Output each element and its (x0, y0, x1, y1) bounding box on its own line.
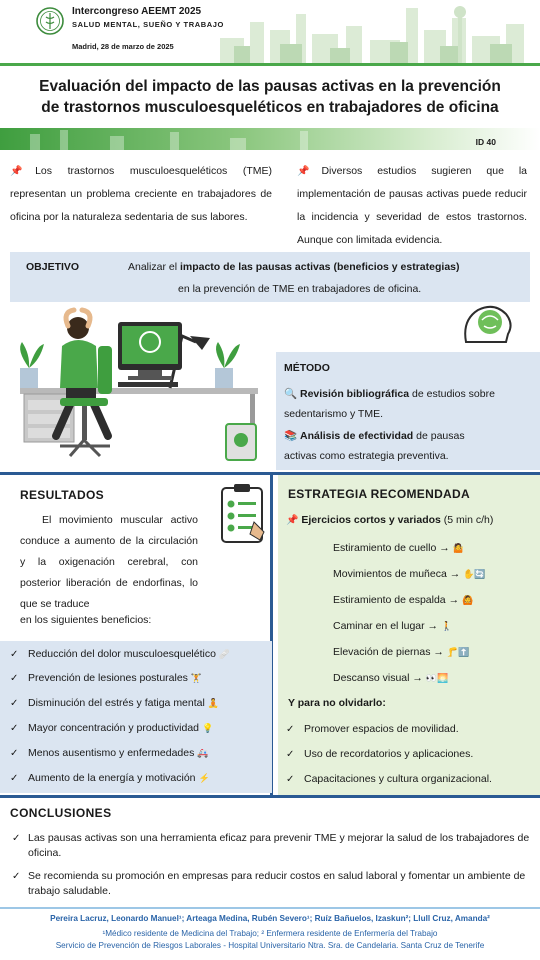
results-text: El movimiento muscular activo conduce a aumento de la circulación y la oxigenación cerebral, con posterior liberación de endorfinas, lo que se traduce (20, 514, 198, 610)
intro-right (297, 160, 527, 252)
reminder-text: Promover espacios de movilidad. (304, 723, 459, 735)
intro-left (10, 160, 272, 229)
walking-icon: 🚶 (440, 621, 453, 631)
exercise-item (333, 620, 452, 632)
method-title: MÉTODO (284, 362, 330, 374)
conclusions-title: CONCLUSIONES (10, 806, 112, 820)
benefit-item (10, 697, 219, 709)
conclusion-text: Las pausas activas son una herramienta eficaz para prevenir TME y mejorar la salud de los trabajadores de oficina. (28, 832, 530, 859)
reminder-item (286, 748, 473, 760)
results-title: RESULTADOS (20, 488, 104, 502)
method-item-1-bold: Revisión bibliográfica (300, 388, 410, 400)
benefit-item (10, 672, 202, 684)
exercise-item (333, 594, 473, 606)
meditation-icon: 🧘 (207, 698, 219, 708)
conclusion-item (12, 831, 534, 861)
reminder-title: Y para no olvidarlo: (288, 697, 386, 709)
aeemt-logo-icon (36, 7, 64, 35)
exercise-text: Caminar en el lugar → (333, 620, 439, 632)
hand-rotate-icon: ✋🔄 (463, 569, 486, 579)
poster-id: ID 40 (475, 137, 496, 147)
check-icon: ✓ (286, 749, 295, 760)
objective-pre: Analizar el (128, 261, 180, 273)
benefit-text: Prevención de lesiones posturales (28, 672, 188, 684)
benefit-text: Aumento de la energía y motivación (28, 772, 196, 784)
check-icon: ✓ (12, 833, 21, 844)
method-item-1-line2: sedentarismo y TME. (284, 408, 384, 420)
congress-title: Intercongreso AEEMT 2025 (72, 6, 202, 17)
check-icon: ✓ (286, 774, 295, 785)
benefit-item (10, 772, 210, 784)
strategy-lead (286, 514, 493, 526)
eyes-rest-icon: 👀🌅 (425, 673, 449, 683)
exercise-text: Descanso visual → (333, 672, 423, 684)
exercise-text: Estiramiento de cuello → (333, 542, 450, 554)
method-item-2-line2: activas como estrategia preventiva. (284, 450, 449, 462)
reminder-item (286, 773, 492, 785)
objective-line2: en la prevención de TME en trabajadores de oficina. (178, 283, 422, 295)
poster-header (0, 0, 540, 66)
poster-title-line2: de trastornos musculoesqueléticos en trabajadores de oficina (41, 99, 499, 116)
pushpin-icon: 📌 (10, 166, 36, 177)
section-divider (0, 795, 540, 798)
back-stretch-icon: 🙆 (462, 595, 474, 605)
authors: Pereira Lacruz, Leonardo Manuel¹; Arteaga Medina, Rubén Severo¹; Ruíz Bañuelos, Izaskun²; Llull Cruz, Amanda² (50, 914, 490, 923)
exercise-item (333, 568, 486, 580)
magnifier-icon: 🔍 (284, 388, 298, 400)
ambulance-icon: 🚑 (197, 748, 209, 758)
books-icon: 📚 (284, 430, 298, 442)
reminder-item (286, 723, 459, 735)
poster-title-line1: Evaluación del impacto de las pausas activas en la prevención (39, 78, 501, 95)
check-icon: ✓ (10, 673, 19, 684)
method-item-2-bold: Análisis de efectividad (300, 430, 414, 442)
conclusion-text: Se recomienda su promoción en empresas para reducir costos en salud laboral y fomentar un ambiente de trabajo saludable. (28, 870, 526, 897)
method-box (276, 352, 540, 470)
pushpin-icon: 📌 (297, 166, 322, 177)
objective-label: OBJETIVO (26, 261, 80, 273)
reminder-text: Capacitaciones y cultura organizacional. (304, 773, 492, 785)
check-icon: ✓ (10, 748, 19, 759)
method-item-1 (284, 384, 536, 404)
strategy-lead-rest: (5 min c/h) (440, 514, 494, 526)
lightning-icon: ⚡ (198, 773, 210, 783)
conclusion-item (12, 869, 534, 899)
benefit-text: Reducción del dolor musculoesquelético (28, 648, 216, 660)
results-text-tail: en los siguientes beneficios: (20, 614, 152, 626)
exercise-text: Movimientos de muñeca → (333, 568, 461, 580)
benefits-list (0, 641, 272, 793)
bandage-icon: 🩹 (218, 649, 231, 659)
benefit-text: Mayor concentración y productividad (28, 722, 200, 734)
brain-head-icon (460, 300, 516, 348)
reminder-text: Uso de recordatorios y aplicaciones. (304, 748, 474, 760)
method-item-1-rest: de estudios sobre (409, 388, 495, 400)
exercise-text: Estiramiento de espalda → (333, 594, 460, 606)
header-divider (0, 63, 540, 66)
exercise-item (333, 672, 448, 684)
benefit-item (10, 648, 230, 660)
intro-right-text: Diversos estudios sugieren que la implementación de pausas activas puede reducir la incidencia y severidad de estos trastornos. Aunque con limitada evidencia. (297, 165, 528, 246)
madrid-skyline-graphic (210, 0, 540, 66)
benefit-item (10, 747, 208, 759)
check-icon: ✓ (286, 724, 295, 735)
intro-left-text: Los trastornos musculoesqueléticos (TME) representan un problema creciente en trabajadores de oficina por la naturaleza sedentaria de sus labores. (10, 165, 272, 223)
benefit-item (10, 722, 213, 734)
exercise-item (333, 646, 469, 658)
weightlifter-icon: 🏋 (190, 673, 203, 683)
method-item-2-rest: de pausas (413, 430, 465, 442)
check-icon: ✓ (10, 723, 19, 734)
checklist-clipboard-icon (218, 482, 268, 544)
title-green-band (0, 128, 540, 150)
congress-subtitle: SALUD MENTAL, SUEÑO Y TRABAJO (72, 20, 224, 29)
leg-raise-icon: 🦵⬆️ (446, 647, 470, 657)
exercise-item (333, 542, 464, 554)
footer-divider (0, 907, 540, 909)
check-icon: ✓ (12, 871, 21, 882)
strategy-lead-bold: Ejercicios cortos y variados (301, 514, 441, 526)
congress-date: Madrid, 28 de marzo de 2025 (72, 42, 174, 51)
objective-box (10, 252, 530, 302)
poster-title (0, 76, 540, 118)
neck-stretch-icon: 🤷 (452, 543, 464, 553)
method-item-2 (284, 426, 536, 446)
objective-bold: impacto de las pausas activas (beneficios y estrategias) (179, 261, 460, 273)
institution: Servicio de Prevención de Riesgos Laborales - Hospital Universitario Ntra. Sra. de Candelaria. Santa Cruz de Tenerife (55, 941, 485, 950)
pushpin-icon: 📌 (286, 515, 299, 526)
exercise-text: Elevación de piernas → (333, 646, 444, 658)
objective-line1 (128, 261, 460, 273)
office-worker-stretching-illustration (10, 306, 280, 470)
check-icon: ✓ (10, 773, 19, 784)
benefit-text: Disminución del estrés y fatiga mental (28, 697, 205, 709)
affiliations: ¹Médico residente de Medicina del Trabajo; ² Enfermera residente de Enfermería del Trabajo (102, 929, 438, 938)
check-icon: ✓ (10, 649, 19, 660)
check-icon: ✓ (10, 698, 19, 709)
strategy-title: ESTRATEGIA RECOMENDADA (288, 487, 470, 501)
benefit-text: Menos ausentismo y enfermedades (28, 747, 195, 759)
lightbulb-icon: 💡 (201, 723, 214, 733)
